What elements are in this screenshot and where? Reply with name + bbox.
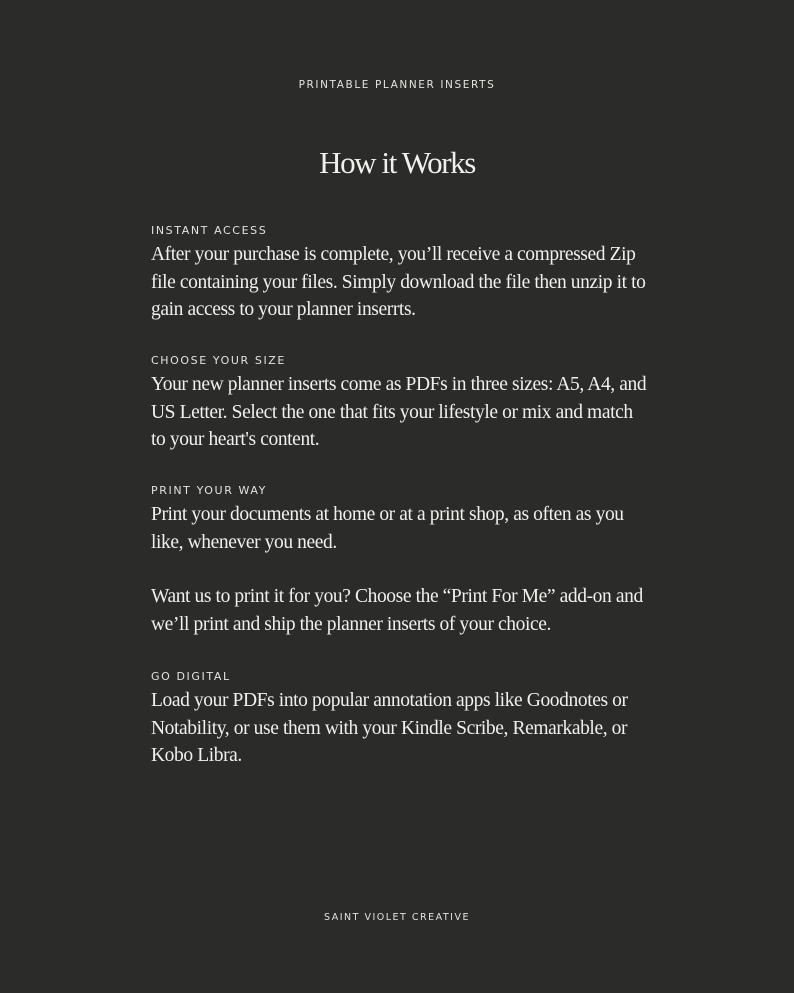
section-label: INSTANT ACCESS bbox=[151, 224, 268, 237]
section-label: CHOOSE YOUR SIZE bbox=[151, 354, 286, 367]
section-print-your-way bbox=[151, 484, 651, 556]
section-instant-access bbox=[151, 224, 651, 324]
section-choose-your-size bbox=[151, 354, 651, 454]
section-go-digital bbox=[151, 670, 651, 770]
section-body: Your new planner inserts come as PDFs in three sizes: A5, A4, and US Letter. Select the one that fits your lifestyle or mix and match to your heart's content. bbox=[151, 374, 647, 450]
section-body: After your purchase is complete, you’ll receive a compressed Zip file containing your files. Simply download the file then unzip it to gain access to your planner inserrts. bbox=[151, 244, 646, 320]
page-eyebrow: PRINTABLE PLANNER INSERTS bbox=[298, 79, 496, 91]
section-print-for-me bbox=[151, 583, 651, 638]
section-body: Load your PDFs into popular annotation apps like Goodnotes or Notability, or use them with your Kindle Scribe, Remarkable, or Kobo Libra. bbox=[151, 690, 628, 766]
section-body: Print your documents at home or at a print shop, as often as you like, whenever you need. bbox=[151, 504, 624, 553]
section-label: PRINT YOUR WAY bbox=[151, 484, 267, 497]
footer-brand: SAINT VIOLET CREATIVE bbox=[324, 912, 470, 923]
page-title: How it Works bbox=[319, 145, 475, 180]
section-label: GO DIGITAL bbox=[151, 670, 231, 683]
section-body-extra: Want us to print it for you? Choose the “Print For Me” add-on and we’ll print and ship the planner inserts of your choice. bbox=[151, 586, 643, 635]
